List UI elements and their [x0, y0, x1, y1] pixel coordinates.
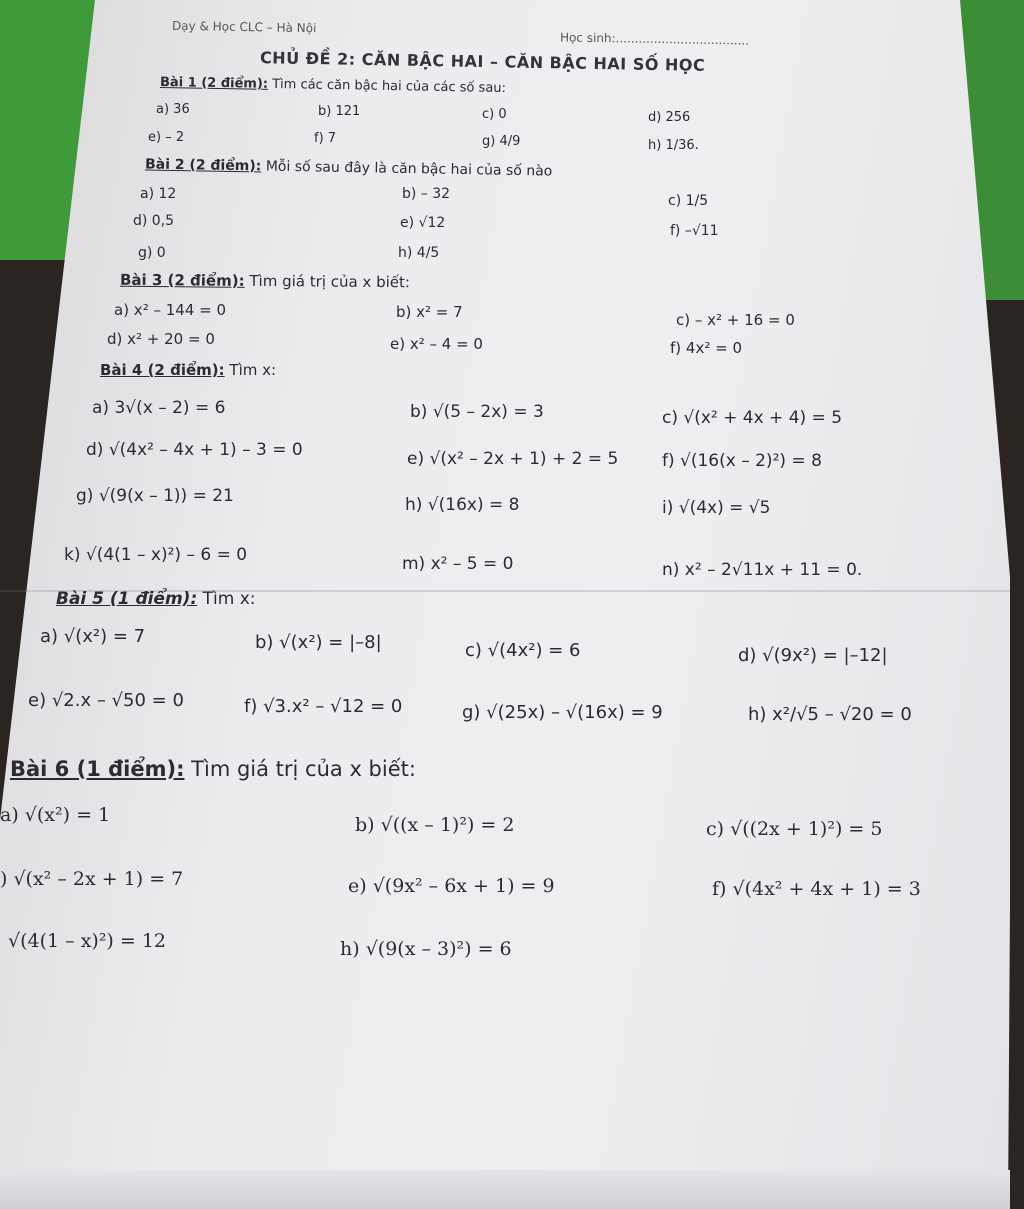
bai6-item-g: √(4(1 – x)²) = 12 [8, 930, 167, 952]
bai1-item-f: f) 7 [314, 131, 337, 146]
bai6-item-b: b) √((x – 1)²) = 2 [355, 814, 515, 836]
bai4-item-k: k) √(4(1 – x)²) – 6 = 0 [64, 545, 248, 565]
bai2-item-g: g) 0 [138, 245, 166, 261]
bai6-item-e: e) √(9x² – 6x + 1) = 9 [348, 875, 555, 897]
bai4-item-m: m) x² – 5 = 0 [402, 554, 514, 574]
bai1-item-a: a) 36 [156, 102, 190, 117]
bai4-item-n: n) x² – 2√11x + 11 = 0. [662, 560, 863, 580]
bai1-prompt: Tìm các căn bậc hai của các số sau: [272, 76, 507, 97]
bai4-item-b: b) √(5 – 2x) = 3 [410, 402, 544, 422]
bai3-item-c: c) – x² + 16 = 0 [676, 311, 795, 329]
bai2-item-h: h) 4/5 [398, 245, 440, 261]
bai2-item-d: d) 0,5 [133, 213, 175, 229]
bai1-item-g: g) 4/9 [482, 134, 521, 149]
bai6-item-h: h) √(9(x – 3)²) = 6 [340, 938, 512, 960]
bai4-item-e: e) √(x² – 2x + 1) + 2 = 5 [407, 449, 619, 469]
bai3-heading: Bài 3 (2 điểm): [119, 270, 245, 290]
bai4-item-g: g) √(9(x – 1)) = 21 [76, 486, 234, 506]
bai4-item-d: d) √(4x² – 4x + 1) – 3 = 0 [86, 440, 303, 460]
bai4-header [100, 361, 276, 379]
bai5-prompt: Tìm x: [202, 589, 256, 609]
bai2-prompt: Mỗi số sau đây là căn bậc hai của số nào [265, 158, 553, 180]
bai6-prompt: Tìm giá trị của x biết: [191, 757, 416, 781]
school-name: Dạy & Học CLC – Hà Nội [171, 18, 317, 36]
bai5-item-f: f) √3.x² – √12 = 0 [244, 696, 403, 717]
bai3-header [120, 271, 410, 292]
bai6-header [10, 757, 416, 781]
bai1-item-d: d) 256 [648, 110, 691, 125]
bai5-item-d: d) √(9x²) = |–12| [738, 645, 888, 666]
bai5-item-g: g) √(25x) – √(16x) = 9 [462, 702, 663, 723]
bai4-item-c: c) √(x² + 4x + 4) = 5 [662, 408, 843, 428]
bai5-item-e: e) √2.x – √50 = 0 [28, 690, 184, 711]
bai5-item-h: h) x²/√5 – √20 = 0 [748, 704, 912, 725]
bai1-item-h: h) 1/36. [648, 138, 699, 153]
bai2-heading: Bài 2 (2 điểm): [144, 156, 262, 175]
bai5-header [56, 589, 256, 609]
bai2-item-a: a) 12 [140, 186, 177, 202]
bai2-item-e: e) √12 [400, 215, 446, 231]
bai1-item-c: c) 0 [482, 107, 507, 122]
bai3-item-e: e) x² – 4 = 0 [390, 335, 483, 353]
paper-bottom-shadow [0, 1170, 1010, 1209]
bai5-heading: Bài 5 (1 điểm): [56, 589, 198, 609]
bai4-item-i: i) √(4x) = √5 [662, 498, 771, 518]
bai1-item-b: b) 121 [318, 104, 361, 119]
student-name-field: Học sinh:................................... [559, 30, 750, 48]
bai3-item-a: a) x² – 144 = 0 [114, 301, 227, 319]
bai4-item-f: f) √(16(x – 2)²) = 8 [662, 451, 822, 471]
bai6-item-d: ) √(x² – 2x + 1) = 7 [0, 868, 184, 890]
bai4-prompt: Tìm x: [229, 361, 277, 379]
bai6-item-f: f) √(4x² + 4x + 1) = 3 [712, 878, 921, 900]
bai3-prompt: Tìm giá trị của x biết: [249, 271, 411, 292]
bai5-item-c: c) √(4x²) = 6 [465, 640, 581, 661]
bai4-item-a: a) 3√(x – 2) = 6 [92, 398, 226, 418]
bai6-item-c: c) √((2x + 1)²) = 5 [706, 818, 883, 840]
bai2-item-c: c) 1/5 [668, 193, 709, 209]
bai6-heading: Bài 6 (1 điểm): [10, 757, 185, 781]
bai5-item-b: b) √(x²) = |–8| [255, 632, 382, 653]
bai4-item-h: h) √(16x) = 8 [405, 495, 520, 515]
bai5-item-a: a) √(x²) = 7 [40, 626, 146, 647]
bai6-item-a: a) √(x²) = 1 [0, 804, 111, 826]
bai1-heading: Bài 1 (2 điểm): [159, 74, 269, 92]
bai3-item-d: d) x² + 20 = 0 [107, 330, 215, 348]
bai1-item-e: e) – 2 [148, 130, 185, 145]
page-title: CHỦ ĐỀ 2: CĂN BẬC HAI – CĂN BẬC HAI SỐ HỌC [259, 48, 706, 75]
bai2-item-f: f) –√11 [670, 223, 719, 239]
bai3-item-f: f) 4x² = 0 [670, 339, 742, 357]
bai2-item-b: b) – 32 [402, 186, 451, 202]
bai3-item-b: b) x² = 7 [396, 303, 463, 321]
bai4-heading: Bài 4 (2 điểm): [100, 361, 225, 379]
